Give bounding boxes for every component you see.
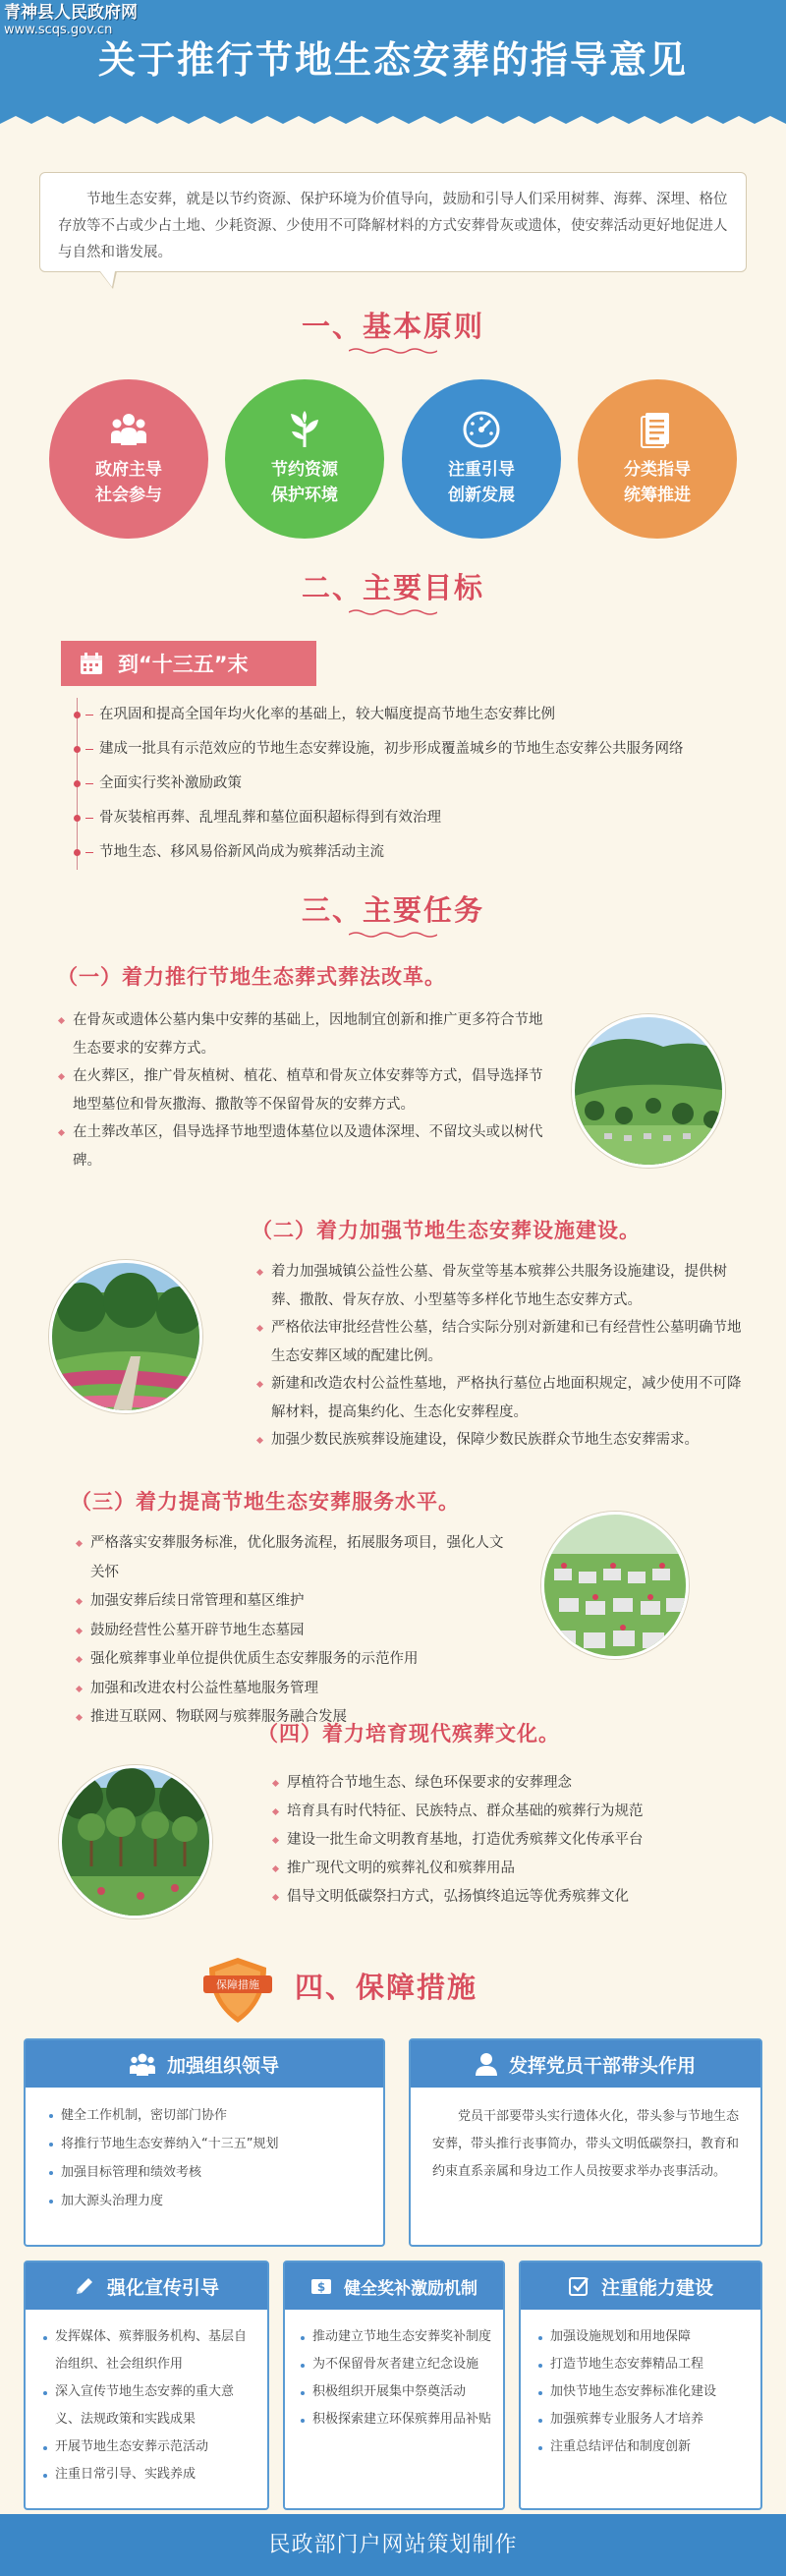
squiggle-decoration <box>349 347 437 355</box>
box-title: 加强组织领导 <box>166 2054 279 2077</box>
box-list <box>285 2310 503 2433</box>
task-heading: （四）着力培育现代殡葬文化。 <box>257 1722 560 1746</box>
list-item: 推广现代文明的殡葬礼仪和殡葬用品 <box>271 1855 762 1883</box>
footer-credit: 民政部门户网站策划制作 <box>0 2514 786 2576</box>
list-item: 加快节地生态安葬标准化建设 <box>538 2378 753 2406</box>
cemetery-photo-1 <box>572 1014 725 1168</box>
list-item: 骨灰装棺再葬、乱埋乱葬和墓位面积超标得到有效治理 <box>78 801 764 835</box>
list-item: 积极探索建立环保殡葬用品补贴 <box>301 2406 495 2433</box>
principle-classification <box>578 379 737 539</box>
task-heading: （三）着力提高节地生态安葬服务水平。 <box>71 1490 460 1514</box>
list-item: 推动建立节地生态安葬奖补制度 <box>301 2323 495 2351</box>
list-item: 打造节地生态安葬精品工程 <box>538 2351 753 2378</box>
speech-tail-inner <box>100 271 115 287</box>
site-url: www.scqs.gov.cn <box>4 23 113 37</box>
section-title-text: 一、基本原则 <box>301 310 484 343</box>
safeguard-shield-icon <box>201 1954 274 2027</box>
goal-deadline-tag <box>61 641 316 686</box>
box-incentives <box>283 2261 505 2510</box>
box-header <box>285 2262 503 2310</box>
svg-text:$: $ <box>316 2280 326 2294</box>
section-title-text: 三、主要任务 <box>301 893 484 927</box>
task-list <box>271 1769 762 1912</box>
list-item: 加强和改进农村公益性墓地服务管理 <box>75 1675 517 1704</box>
list-item: 在土葬改革区，倡导选择节地型遗体墓位以及遗体深埋、不留坟头或以树代碑。 <box>57 1118 548 1174</box>
box-list <box>521 2310 760 2461</box>
list-item: 节地生态、移风易俗新风尚成为殡葬活动主流 <box>78 835 764 870</box>
box-title: 健全奖补激励机制 <box>344 2278 477 2299</box>
principle-line2: 统筹推进 <box>624 486 691 505</box>
list-item: 开展节地生态安葬示范活动 <box>43 2433 257 2461</box>
list-item: 在巩固和提高全国年均火化率的基础上，较大幅度提高节地生态安葬比例 <box>78 698 764 732</box>
box-title: 注重能力建设 <box>600 2276 713 2299</box>
list-item: 为不保留骨灰者建立纪念设施 <box>301 2351 495 2378</box>
list-item: 培育具有时代特征、民族特点、群众基础的殡葬行为规范 <box>271 1798 762 1826</box>
task-heading: （二）着力加强节地生态安葬设施建设。 <box>252 1219 641 1242</box>
cemetery-photo-3 <box>541 1512 689 1659</box>
list-item: 积极组织开展集中祭奠活动 <box>301 2378 495 2406</box>
principle-line1: 节约资源 <box>271 460 338 480</box>
list-item: 鼓励经营性公墓开辟节地生态墓园 <box>75 1617 517 1646</box>
section-title-text: 二、主要目标 <box>301 571 484 604</box>
principle-line2: 保护环境 <box>271 486 338 505</box>
plant-icon <box>285 410 324 449</box>
task-list <box>255 1258 747 1455</box>
people-icon <box>109 410 148 449</box>
section-title-safeguards <box>295 1966 531 2006</box>
people-icon <box>130 2052 155 2076</box>
box-party-members <box>409 2038 762 2247</box>
page-title: 关于推行节地生态安葬的指导意见 <box>97 37 688 82</box>
box-header <box>26 2040 383 2088</box>
box-title: 发挥党员干部带头作用 <box>508 2054 696 2077</box>
list-item: 注重总结评估和制度创新 <box>538 2433 753 2461</box>
principle-line1: 注重引导 <box>448 460 515 480</box>
section-title-principles <box>0 305 786 355</box>
list-item: 注重日常引导、实践养成 <box>43 2461 257 2489</box>
site-name: 青神县人民政府网 <box>4 3 138 23</box>
box-title: 强化宣传引导 <box>106 2276 219 2299</box>
list-item: 深入宣传节地生态安葬的重大意义、法规政策和实践成果 <box>43 2378 257 2433</box>
box-header <box>26 2262 267 2310</box>
list-item: 推进互联网、物联网与殡葬服务融合发展 <box>75 1703 517 1733</box>
principle-line2: 创新发展 <box>448 486 515 505</box>
box-organization <box>24 2038 385 2247</box>
list-item: 厚植符合节地生态、绿色环保要求的安葬理念 <box>271 1769 762 1798</box>
list-item: 加强殡葬专业服务人才培养 <box>538 2406 753 2433</box>
intro-box <box>39 172 747 272</box>
squiggle-decoration <box>349 608 437 616</box>
cemetery-photo-2 <box>49 1260 202 1413</box>
list-item: 严格落实安葬服务标准，优化服务流程，拓展服务项目，强化人文关怀 <box>75 1529 517 1587</box>
document-icon <box>638 410 677 449</box>
list-item: 加强设施规划和用地保障 <box>538 2323 753 2351</box>
box-list <box>26 2088 383 2215</box>
gauge-icon <box>462 410 501 449</box>
task-list <box>75 1529 517 1733</box>
principle-resources <box>225 379 384 539</box>
principle-government <box>49 379 208 539</box>
principle-line2: 社会参与 <box>95 486 162 505</box>
list-item: 在火葬区，推广骨灰植树、植花、植草和骨灰立体安葬等方式，倡导选择节地型墓位和骨灰撒海、撒散等不保留骨灰的安葬方式。 <box>57 1062 548 1118</box>
task-heading: （一）着力推行节地生态葬式葬法改革。 <box>57 965 446 989</box>
list-item: 严格依法审批经营性公墓，结合实际分别对新建和已有经营性公墓明确节地生态安葬区域的配建比例。 <box>255 1314 747 1370</box>
list-item: 倡导文明低碳祭扫方式，弘扬慎终追远等优秀殡葬文化 <box>271 1883 762 1912</box>
list-item: 加强目标管理和绩效考核 <box>49 2158 367 2187</box>
section-title-goals <box>0 566 786 616</box>
box-capacity <box>519 2261 762 2510</box>
principle-line1: 政府主导 <box>95 460 162 480</box>
zigzag-border <box>0 116 786 134</box>
box-header <box>411 2040 760 2088</box>
box-list <box>26 2310 267 2489</box>
section-title-text: 四、保障措施 <box>295 1971 478 2004</box>
list-item: 加强安葬后续日常管理和墓区维护 <box>75 1587 517 1617</box>
intro-text: 节地生态安葬，就是以节约资源、保护环境为价值导向，鼓励和引导人们采用树葬、海葬、深埋、格位存放等不占或少占土地、少耗资源、少使用不可降解材料的方式安葬骨灰或遗体，使安葬活动更好地促进人与自然和谐发展。 <box>58 192 728 260</box>
badge-label: 保障措施 <box>216 1978 259 1991</box>
list-item: 发挥媒体、殡葬服务机构、基层自治组织、社会组织作用 <box>43 2323 257 2378</box>
list-item: 建成一批具有示范效应的节地生态安葬设施，初步形成覆盖城乡的节地生态安葬公共服务网络 <box>78 732 764 767</box>
money-icon <box>310 2275 332 2297</box>
person-icon <box>476 2052 497 2076</box>
list-item: 建设一批生命文明教育基地，打造优秀殡葬文化传承平台 <box>271 1826 762 1855</box>
box-paragraph: 党员干部要带头实行遗体火化，带头参与节地生态安葬，带头推行丧事简办，带头文明低碳祭扫，教育和约束直系亲属和身边工作人员按要求举办丧事活动。 <box>432 2109 740 2179</box>
pencil-icon <box>74 2275 95 2297</box>
list-item: 加大源头治理力度 <box>49 2187 367 2215</box>
list-item: 着力加强城镇公益性公墓、骨灰堂等基本殡葬公共服务设施建设，提供树葬、撒散、骨灰存放、小型墓等多样化节地生态安葬方式。 <box>255 1258 747 1314</box>
list-item: 加强少数民族殡葬设施建设，保障少数民族群众节地生态安葬需求。 <box>255 1426 747 1455</box>
calendar-icon <box>79 651 104 676</box>
task-list <box>57 1006 548 1174</box>
goal-list <box>77 698 764 870</box>
cemetery-photo-4 <box>59 1765 212 1918</box>
list-item: 在骨灰或遗体公墓内集中安葬的基础上，因地制宜创新和推广更多符合节地生态要求的安葬方式。 <box>57 1006 548 1062</box>
squiggle-decoration <box>349 931 437 939</box>
principle-line1: 分类指导 <box>624 460 691 480</box>
box-publicity <box>24 2261 269 2510</box>
list-item: 将推行节地生态安葬纳入“十三五”规划 <box>49 2130 367 2158</box>
list-item: 新建和改造农村公益性墓地，严格执行墓位占地面积规定，减少使用不可降解材料，提高集约化、生态化安葬程度。 <box>255 1370 747 1426</box>
list-item: 全面实行奖补激励政策 <box>78 767 764 801</box>
principle-guidance <box>402 379 561 539</box>
goal-tag-label: 到“十三五”末 <box>118 653 249 676</box>
list-item: 强化殡葬事业单位提供优质生态安葬服务的示范作用 <box>75 1645 517 1675</box>
box-header <box>521 2262 760 2310</box>
list-item: 健全工作机制，密切部门协作 <box>49 2101 367 2130</box>
section-title-tasks <box>0 888 786 939</box>
checkbox-icon <box>568 2275 590 2297</box>
